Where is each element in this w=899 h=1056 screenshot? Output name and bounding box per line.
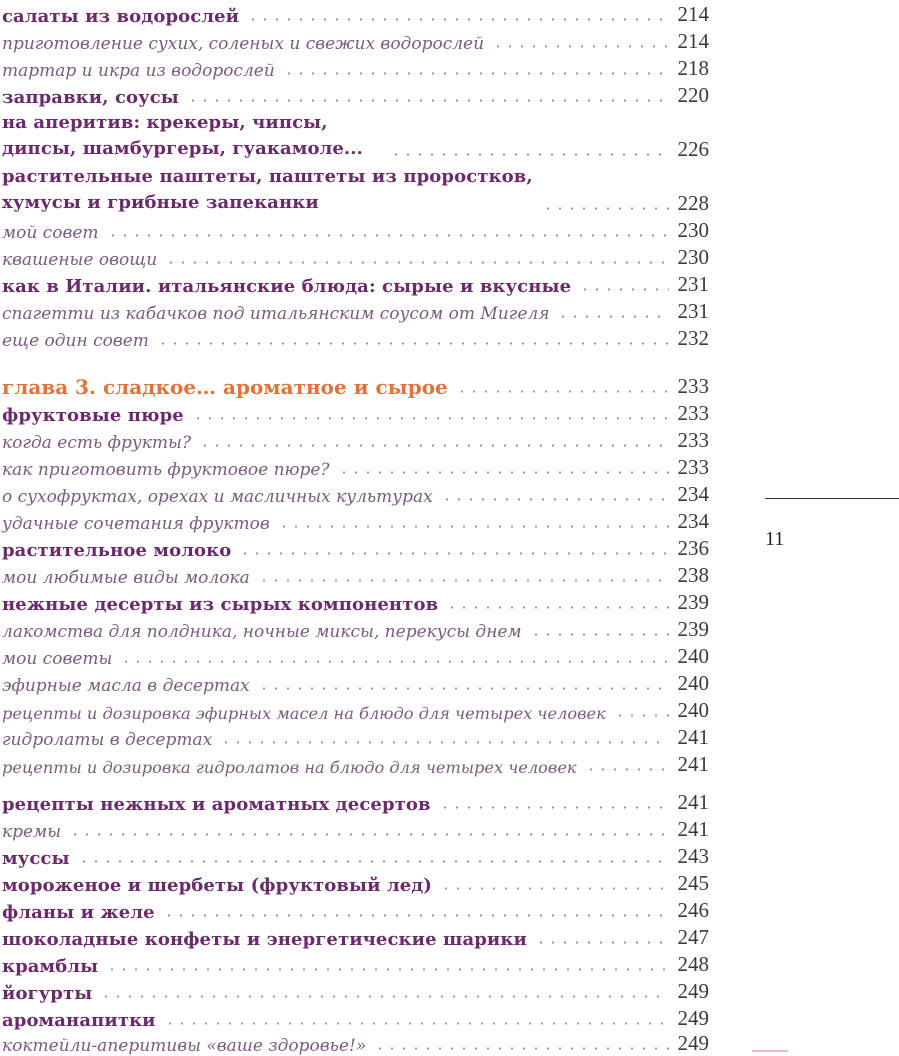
- toc-page: 233: [677, 428, 709, 452]
- toc-title: о сухофруктах, орехах и масличных культурах: [2, 487, 433, 507]
- toc-page: 214: [677, 2, 709, 26]
- dot-leader: [65, 833, 669, 836]
- toc-entry: [2, 162, 709, 216]
- toc-page: 239: [677, 617, 709, 641]
- toc-title: тартар и икра из водорослей: [2, 61, 275, 81]
- toc-page: 239: [677, 590, 709, 614]
- dot-leader: [488, 45, 669, 48]
- toc-title: растительное молоко: [2, 540, 232, 561]
- dot-leader: [334, 471, 669, 474]
- toc-title: рецепты и дозировка эфирных масел на блюдо для четырех человек: [2, 704, 606, 723]
- toc-title: фруктовые пюре: [2, 405, 184, 426]
- toc-title: шоколадные конфеты и энергетические шарики: [2, 929, 527, 950]
- toc-entry: [2, 399, 709, 426]
- toc-entry: [2, 81, 709, 108]
- toc-page: 233: [677, 374, 709, 398]
- dot-leader: [103, 234, 669, 237]
- toc-title: мороженое и шербеты (фруктовый лед): [2, 875, 433, 896]
- toc-title: когда есть фрукты?: [2, 433, 191, 453]
- toc-page: 226: [677, 137, 709, 161]
- toc-title: мои любимые виды молока: [2, 568, 250, 588]
- toc-page: 230: [677, 218, 709, 242]
- toc-entry: [2, 1029, 709, 1056]
- dot-leader: [575, 288, 669, 291]
- toc-entry: [2, 642, 709, 669]
- page-number: 11: [765, 528, 785, 550]
- toc-entry: [2, 788, 709, 815]
- toc-entry: [2, 324, 709, 351]
- toc-page: 214: [677, 29, 709, 53]
- toc-title: рецепты и дозировка гидролатов на блюдо для четырех человек: [2, 758, 577, 777]
- toc-entry: [2, 270, 709, 297]
- toc-title: кремы: [2, 822, 62, 842]
- toc-title: рецепты нежных и ароматных десертов: [2, 794, 431, 815]
- dot-leader: [526, 633, 669, 636]
- corner-mark: [752, 1050, 788, 1052]
- toc-page: 249: [677, 1006, 709, 1030]
- toc-page: 233: [677, 455, 709, 479]
- dot-leader: [161, 261, 669, 264]
- toc-title: лакомства для полдника, ночные миксы, перекусы днем: [2, 622, 522, 642]
- dot-leader: [435, 806, 669, 809]
- dot-leader: [442, 606, 669, 609]
- toc-title: мои советы: [2, 649, 113, 669]
- dot-leader: [188, 417, 669, 420]
- dot-leader: [102, 968, 669, 971]
- toc-page: 245: [677, 871, 709, 895]
- toc-title: муссы: [2, 848, 70, 869]
- toc-entry: [2, 950, 709, 977]
- toc-page: 246: [677, 898, 709, 922]
- toc-entry: [2, 243, 709, 270]
- toc-page: 233: [677, 401, 709, 425]
- dot-leader: [183, 99, 669, 102]
- toc-title: салаты из водорослей: [2, 6, 240, 27]
- dot-leader: [553, 315, 669, 318]
- toc-page: 231: [677, 272, 709, 296]
- toc-page: 228: [677, 191, 709, 215]
- dot-leader: [160, 1022, 669, 1025]
- toc-entry: [2, 27, 709, 54]
- dot-leader: [274, 525, 669, 528]
- toc-title: еще один совет: [2, 331, 149, 351]
- toc-title: на аперитив: крекеры, чипсы, дипсы, шамбургеры, гуакамоле...: [2, 112, 364, 159]
- toc-entry: [2, 896, 709, 923]
- toc-title: крамблы: [2, 956, 99, 977]
- toc-title: фланы и желе: [2, 902, 155, 923]
- toc-page: 241: [677, 752, 709, 776]
- dot-leader: [159, 914, 669, 917]
- toc-entry: [2, 923, 709, 950]
- toc-page: 231: [677, 299, 709, 323]
- toc-entry: [2, 54, 709, 81]
- toc-title: квашеные овощи: [2, 250, 158, 270]
- toc-chapter-heading: [2, 372, 709, 399]
- toc-page: 240: [677, 644, 709, 668]
- toc-page: 249: [677, 1031, 709, 1055]
- toc-title: мой совет: [2, 223, 99, 243]
- toc-entry: [2, 426, 709, 453]
- toc-page: 236: [677, 536, 709, 560]
- dot-leader: [386, 153, 669, 156]
- dot-leader: [116, 660, 669, 663]
- toc-page: 234: [677, 482, 709, 506]
- toc-title: нежные десерты из сырых компонентов: [2, 594, 439, 615]
- toc-entry: [2, 669, 709, 696]
- dot-leader: [538, 207, 669, 210]
- toc-title: спагетти из кабачков под итальянским соусом от Мигеля: [2, 304, 550, 324]
- toc-entry: [2, 1004, 709, 1031]
- toc-title: йогурты: [2, 983, 93, 1004]
- toc-page: 232: [677, 326, 709, 350]
- toc-entry: [2, 216, 709, 243]
- toc-entry: [2, 534, 709, 561]
- toc-entry: [2, 696, 709, 723]
- toc-title: глава 3. сладкое… ароматное и сырое: [2, 375, 448, 399]
- toc-page: 240: [677, 671, 709, 695]
- toc-page: 218: [677, 56, 709, 80]
- toc-title: заправки, соусы: [2, 87, 179, 108]
- toc-entry: [2, 815, 709, 842]
- toc-title: удачные сочетания фруктов: [2, 514, 270, 534]
- toc-entry: [2, 723, 709, 750]
- dot-leader: [74, 860, 669, 863]
- dot-leader: [235, 552, 669, 555]
- toc-page: 249: [677, 979, 709, 1003]
- toc-title: эфирные масла в десертах: [2, 676, 250, 696]
- dot-leader: [254, 687, 669, 690]
- dot-leader: [279, 72, 669, 75]
- toc-title: коктейли-аперитивы «ваше здоровье!»: [2, 1036, 367, 1056]
- toc-title: как приготовить фруктовое пюре?: [2, 460, 330, 480]
- toc-page: 247: [677, 925, 709, 949]
- toc-page: 243: [677, 844, 709, 868]
- margin-rule: [765, 498, 899, 499]
- dot-leader: [452, 390, 669, 393]
- toc-entry: [2, 869, 709, 896]
- toc-entry: [2, 480, 709, 507]
- toc-title: как в Италии. итальянские блюда: сырые и вкусные: [2, 276, 572, 297]
- dot-leader: [243, 18, 669, 21]
- toc-title: растительные паштеты, паштеты из проростков, хумусы и грибные запеканки: [2, 166, 533, 213]
- dot-leader: [436, 887, 669, 890]
- toc-entry: [2, 750, 709, 777]
- dot-leader: [96, 995, 669, 998]
- toc-page: 241: [677, 817, 709, 841]
- toc-page: 241: [677, 725, 709, 749]
- dot-leader: [610, 714, 669, 717]
- dot-leader: [153, 342, 669, 345]
- toc-page: 234: [677, 509, 709, 533]
- toc-title: приготовление сухих, соленых и свежих водорослей: [2, 34, 485, 54]
- toc-page: 220: [677, 83, 709, 107]
- toc-entry: [2, 297, 709, 324]
- toc-title: ароманапитки: [2, 1010, 156, 1031]
- toc-page: 230: [677, 245, 709, 269]
- dot-leader: [370, 1047, 669, 1050]
- toc-entry: [2, 615, 709, 642]
- toc-entry: [2, 0, 709, 27]
- dot-leader: [254, 579, 669, 582]
- dot-leader: [437, 498, 669, 501]
- dot-leader: [216, 741, 669, 744]
- toc-entry: [2, 588, 709, 615]
- toc-entry: [2, 977, 709, 1004]
- dot-leader: [195, 444, 669, 447]
- dot-leader: [581, 768, 669, 771]
- toc-page: 238: [677, 563, 709, 587]
- toc-page: 240: [677, 698, 709, 722]
- toc-page: 248: [677, 952, 709, 976]
- toc-title: гидролаты в десертах: [2, 730, 213, 750]
- toc-page: 241: [677, 790, 709, 814]
- toc-entry: [2, 108, 709, 162]
- dot-leader: [531, 941, 669, 944]
- toc-entry: [2, 453, 709, 480]
- toc-entry: [2, 561, 709, 588]
- toc-entry: [2, 507, 709, 534]
- toc-entry: [2, 842, 709, 869]
